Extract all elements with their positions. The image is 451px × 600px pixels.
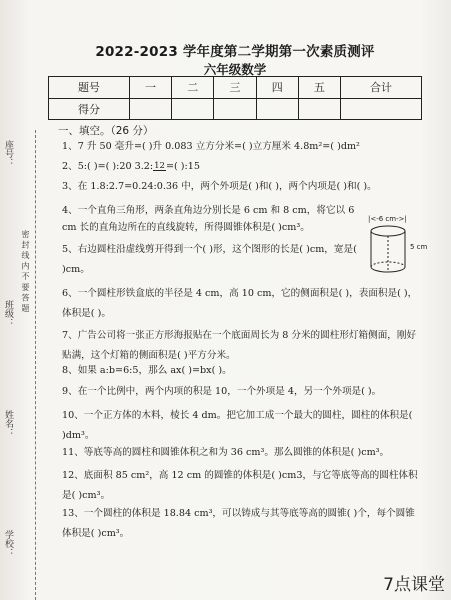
question-12: 12、底面积 85 cm²，高 12 cm 的圆锥的体积是( )cm3，与它等底等高的圆柱体积是( )cm³。 <box>62 470 418 501</box>
score-cell[interactable] <box>341 98 422 120</box>
seat-label: 座号： <box>3 140 13 167</box>
question-13: 13、一个圆柱的体积是 18.84 cm³，可以铸成与其等底等高的圆锥( )个，每个圆锥体积是( )cm³。 <box>62 508 415 539</box>
cylinder-top-label: |<-6 cm->| <box>368 215 407 223</box>
watermark-logo: 7点课堂 <box>383 575 445 595</box>
score-header-cell: 四 <box>256 77 298 99</box>
question-4: 4、一个直角三角形，两条直角边分别长是 6 cm 和 8 cm，将它以 6 cm 长的直角边所在的直线旋转，所得圆锥体积是( )cm³。 <box>62 205 355 233</box>
question-7: 7、广告公司将一张正方形海报贴在一个底面周长为 8 分米的圆柱形灯箱侧面，刚好贴满，这个灯箱的侧面积是( )平方分米。 <box>62 330 417 361</box>
score-row-label: 得分 <box>49 98 130 120</box>
score-cell[interactable] <box>214 98 256 120</box>
score-header-cell: 合计 <box>341 77 422 99</box>
school-label: 学校： <box>3 530 13 557</box>
name-label: 姓名： <box>3 410 13 437</box>
cylinder-figure <box>368 215 428 282</box>
question-10: 10、一个正方体的木料，棱长 4 dm。把它加工成一个最大的圆柱，圆柱的体积是( )dm³。 <box>62 410 413 441</box>
seal-text: 密 封 线 内 不 要 答 题 <box>21 230 30 312</box>
question-5: 5、右边圆柱沿虚线剪开得到一个( )形，这个图形的长是( )cm，宽是( )cm。 <box>62 244 357 275</box>
question-8: 8、如果 a:b=6:5，那么 ax( )=bx( )。 <box>62 365 232 376</box>
fraction-numerator: 12 <box>154 161 165 171</box>
score-cell[interactable] <box>298 98 340 120</box>
cylinder-side-label: 5 cm <box>410 243 428 251</box>
exam-title: 2022-2023 学年度第二学期第一次素质测评 <box>95 44 375 60</box>
score-header-cell: 二 <box>172 77 214 99</box>
exam-subtitle: 六年级数学 <box>203 62 267 77</box>
score-header-cell: 五 <box>298 77 340 99</box>
score-header-cell: 一 <box>129 77 171 99</box>
question-11: 11、等底等高的圆柱和圆锥体积之和为 36 cm³。那么圆锥的体积是( )cm³。 <box>62 447 390 458</box>
score-cell[interactable] <box>256 98 298 120</box>
score-header-cell: 三 <box>214 77 256 99</box>
question-2 <box>62 160 200 173</box>
class-label: 班级： <box>3 300 13 327</box>
score-header-cell: 题号 <box>49 77 130 99</box>
fraction <box>153 162 166 171</box>
score-header-row <box>49 77 422 99</box>
question-1: 1、7 升 50 毫升=( )升 0.083 立方分米=( )立方厘米 4.8m²=( )dm² <box>62 141 360 152</box>
score-cell[interactable] <box>129 98 171 120</box>
question-6: 6、一个圆柱形铁盒底的半径是 4 cm，高 10 cm，它的侧面积是( )，表面积是( )，体积是( )。 <box>62 288 418 319</box>
seal-line <box>35 130 36 600</box>
section-title: 一、填空。（26 分） <box>58 125 154 137</box>
question-2-part-b: =( ):15 <box>165 161 200 172</box>
score-table <box>48 76 422 120</box>
score-cell[interactable] <box>172 98 214 120</box>
question-9: 9、在一个比例中，两个内项的积是 10，一个外项是 4，另一个外项是( )。 <box>62 386 382 397</box>
score-value-row <box>49 98 422 120</box>
question-3: 3、在 1.8:2.7=0.24:0.36 中，两个外项是( )和( )，两个内项是( )和( )。 <box>62 181 377 192</box>
question-2-part-a: 2、5:( )=( ):20 3.2: <box>62 161 154 172</box>
